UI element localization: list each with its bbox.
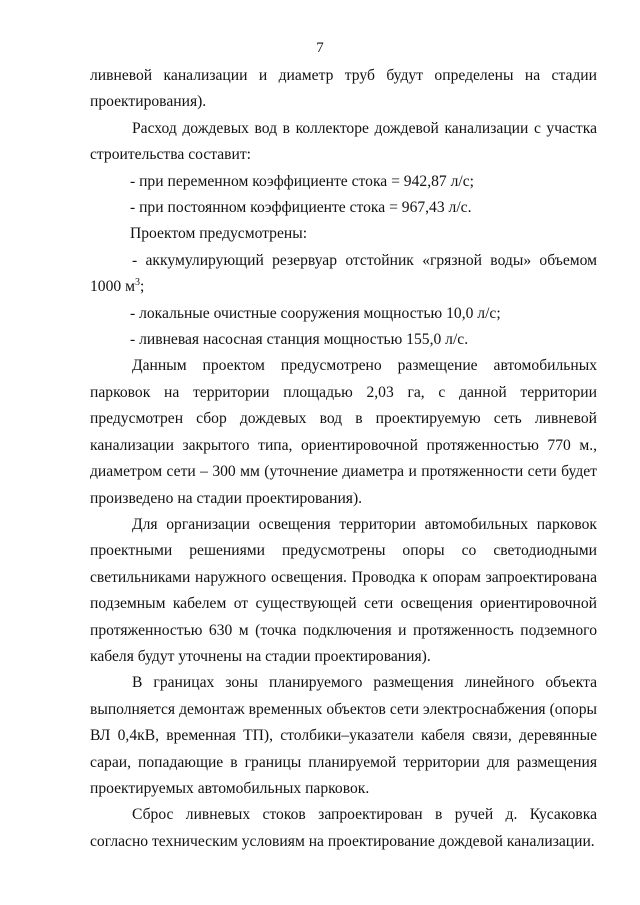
paragraph-stormwater-discharge: Сброс ливневых стоков запроектирован в ручей д. Кусаковка согласно техническим условиям на проектирование дождевой канализации. bbox=[90, 806, 597, 850]
list-item-treatment-facilities: - локальные очистные сооружения мощностью 10,0 л/с; bbox=[130, 304, 501, 322]
paragraph-lighting: Для организации освещения территории автомобильных парковок проектными решениями предусмотрены опоры со светодиодными светильниками наружного освещения. Проводка к опорам запроектирована подземным кабелем от существующей сети освещения ориентировочной протяженностью 630 м (точка подключения и протяженность подземного кабеля будут уточнены на стадии проектирования). bbox=[90, 515, 597, 665]
list-item-pump-station: - ливневая насосная станция мощностью 155,0 л/с. bbox=[130, 331, 469, 349]
paragraph-parking-drainage: Данным проектом предусмотрено размещение автомобильных парковок на территории площадью 2,03 га, с данной территории предусмотрен сбор дождевых вод в проектируемую сеть ливневой канализации закрытого типа, ориентировочной протяженностью 770 м., диаметром сети – 300 мм (уточнение диаметра и протяженности сети будет произведено на стадии проектирования). bbox=[90, 357, 597, 507]
list-item-reservoir bbox=[90, 248, 597, 301]
paragraph-project-provides: Проектом предусмотрены: bbox=[130, 225, 308, 243]
list-item-variable-coefficient: - при переменном коэффициенте стока = 942,87 л/с; bbox=[130, 172, 474, 190]
document-body bbox=[90, 63, 597, 855]
cubic-superscript: 3 bbox=[134, 277, 140, 289]
reservoir-tail: ; bbox=[139, 278, 145, 296]
paragraph-continuation: ливневой канализации и диаметр труб будут определены на стадии проектирования). bbox=[90, 67, 597, 111]
page-number: 7 bbox=[316, 40, 324, 56]
reservoir-text: - аккумулирующий резервуар отстойник «грязной воды» объемом 1000 м bbox=[90, 251, 597, 296]
paragraph-rainwater-flow: Расход дождевых вод в коллекторе дождевой канализации с участка строительства составит: bbox=[90, 119, 597, 164]
list-item-constant-coefficient: - при постоянном коэффициенте стока = 967,43 л/с. bbox=[130, 199, 472, 217]
paragraph-dismantling: В границах зоны планируемого размещения линейного объекта выполняется демонтаж временных объектов сети электроснабжения (опоры ВЛ 0,4кВ, временная ТП), столбики–указатели кабеля связи, деревянные сараи, попадающие в границы планируемой территории для размещения проектируемых автомобильных парковок. bbox=[90, 674, 597, 797]
